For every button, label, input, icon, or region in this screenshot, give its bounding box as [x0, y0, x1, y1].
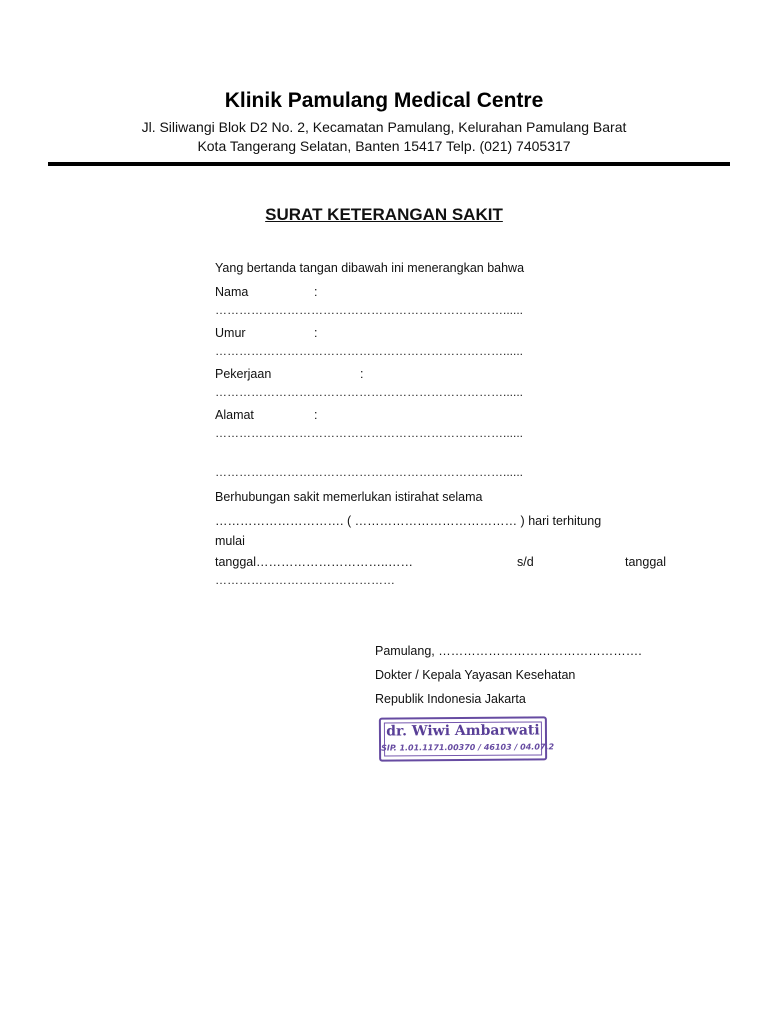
sick-leave-sentence: Berhubungan sakit memerlukan istirahat selama [215, 490, 483, 504]
field-label-umur: Umur [215, 326, 246, 340]
field-dots-pekerjaan: ………………………………………………………………...... [215, 385, 524, 399]
signatory-role: Dokter / Kepala Yayasan Kesehatan [375, 668, 576, 682]
field-label-pekerjaan: Pekerjaan [215, 367, 272, 381]
intro-text: Yang bertanda tangan dibawah ini menerangkan bahwa [215, 261, 525, 275]
field-dots-nama: ………………………………………………………………...... [215, 303, 524, 317]
field-dots-alamat-extra: ………………………………………………………………...... [215, 465, 524, 479]
mulai-text: mulai [215, 534, 245, 548]
clinic-address-line-1: Jl. Siliwangi Blok D2 No. 2, Kecamatan Pamulang, Kelurahan Pamulang Barat [141, 119, 627, 135]
stamp-license-number: SIP. 1.01.1171.00370 / 46103 / 04.07.2 [381, 742, 555, 753]
field-label-nama: Nama [215, 285, 249, 299]
tanggal-from: tanggal…………………………..…… [215, 555, 413, 569]
tanggal-to-dots: ……………………………………… [215, 573, 395, 587]
place-date: Pamulang, …………………………………………. [375, 644, 642, 658]
sd-text: s/d [517, 555, 534, 569]
field-dots-umur: ………………………………………………………………...... [215, 344, 524, 358]
document-title: SURAT KETERANGAN SAKIT [265, 205, 503, 224]
tanggal-to: tanggal [625, 555, 667, 569]
doctor-stamp [379, 716, 555, 761]
field-colon-alamat: : [314, 408, 318, 422]
duration-line: …………………………. ( ………………………………… ) hari terhitung [215, 514, 602, 528]
stamp-doctor-name: dr. Wiwi Ambarwati [386, 722, 540, 740]
clinic-name: Klinik Pamulang Medical Centre [224, 89, 544, 112]
clinic-address-line-2: Kota Tangerang Selatan, Banten 15417 Telp. (021) 7405317 [197, 138, 571, 154]
field-colon-pekerjaan: : [360, 367, 364, 381]
header-divider [48, 162, 730, 166]
signatory-institution: Republik Indonesia Jakarta [375, 692, 526, 706]
field-dots-alamat: ………………………………………………………………...... [215, 426, 524, 440]
field-label-alamat: Alamat [215, 408, 254, 422]
field-colon-umur: : [314, 326, 318, 340]
field-colon-nama: : [314, 285, 318, 299]
